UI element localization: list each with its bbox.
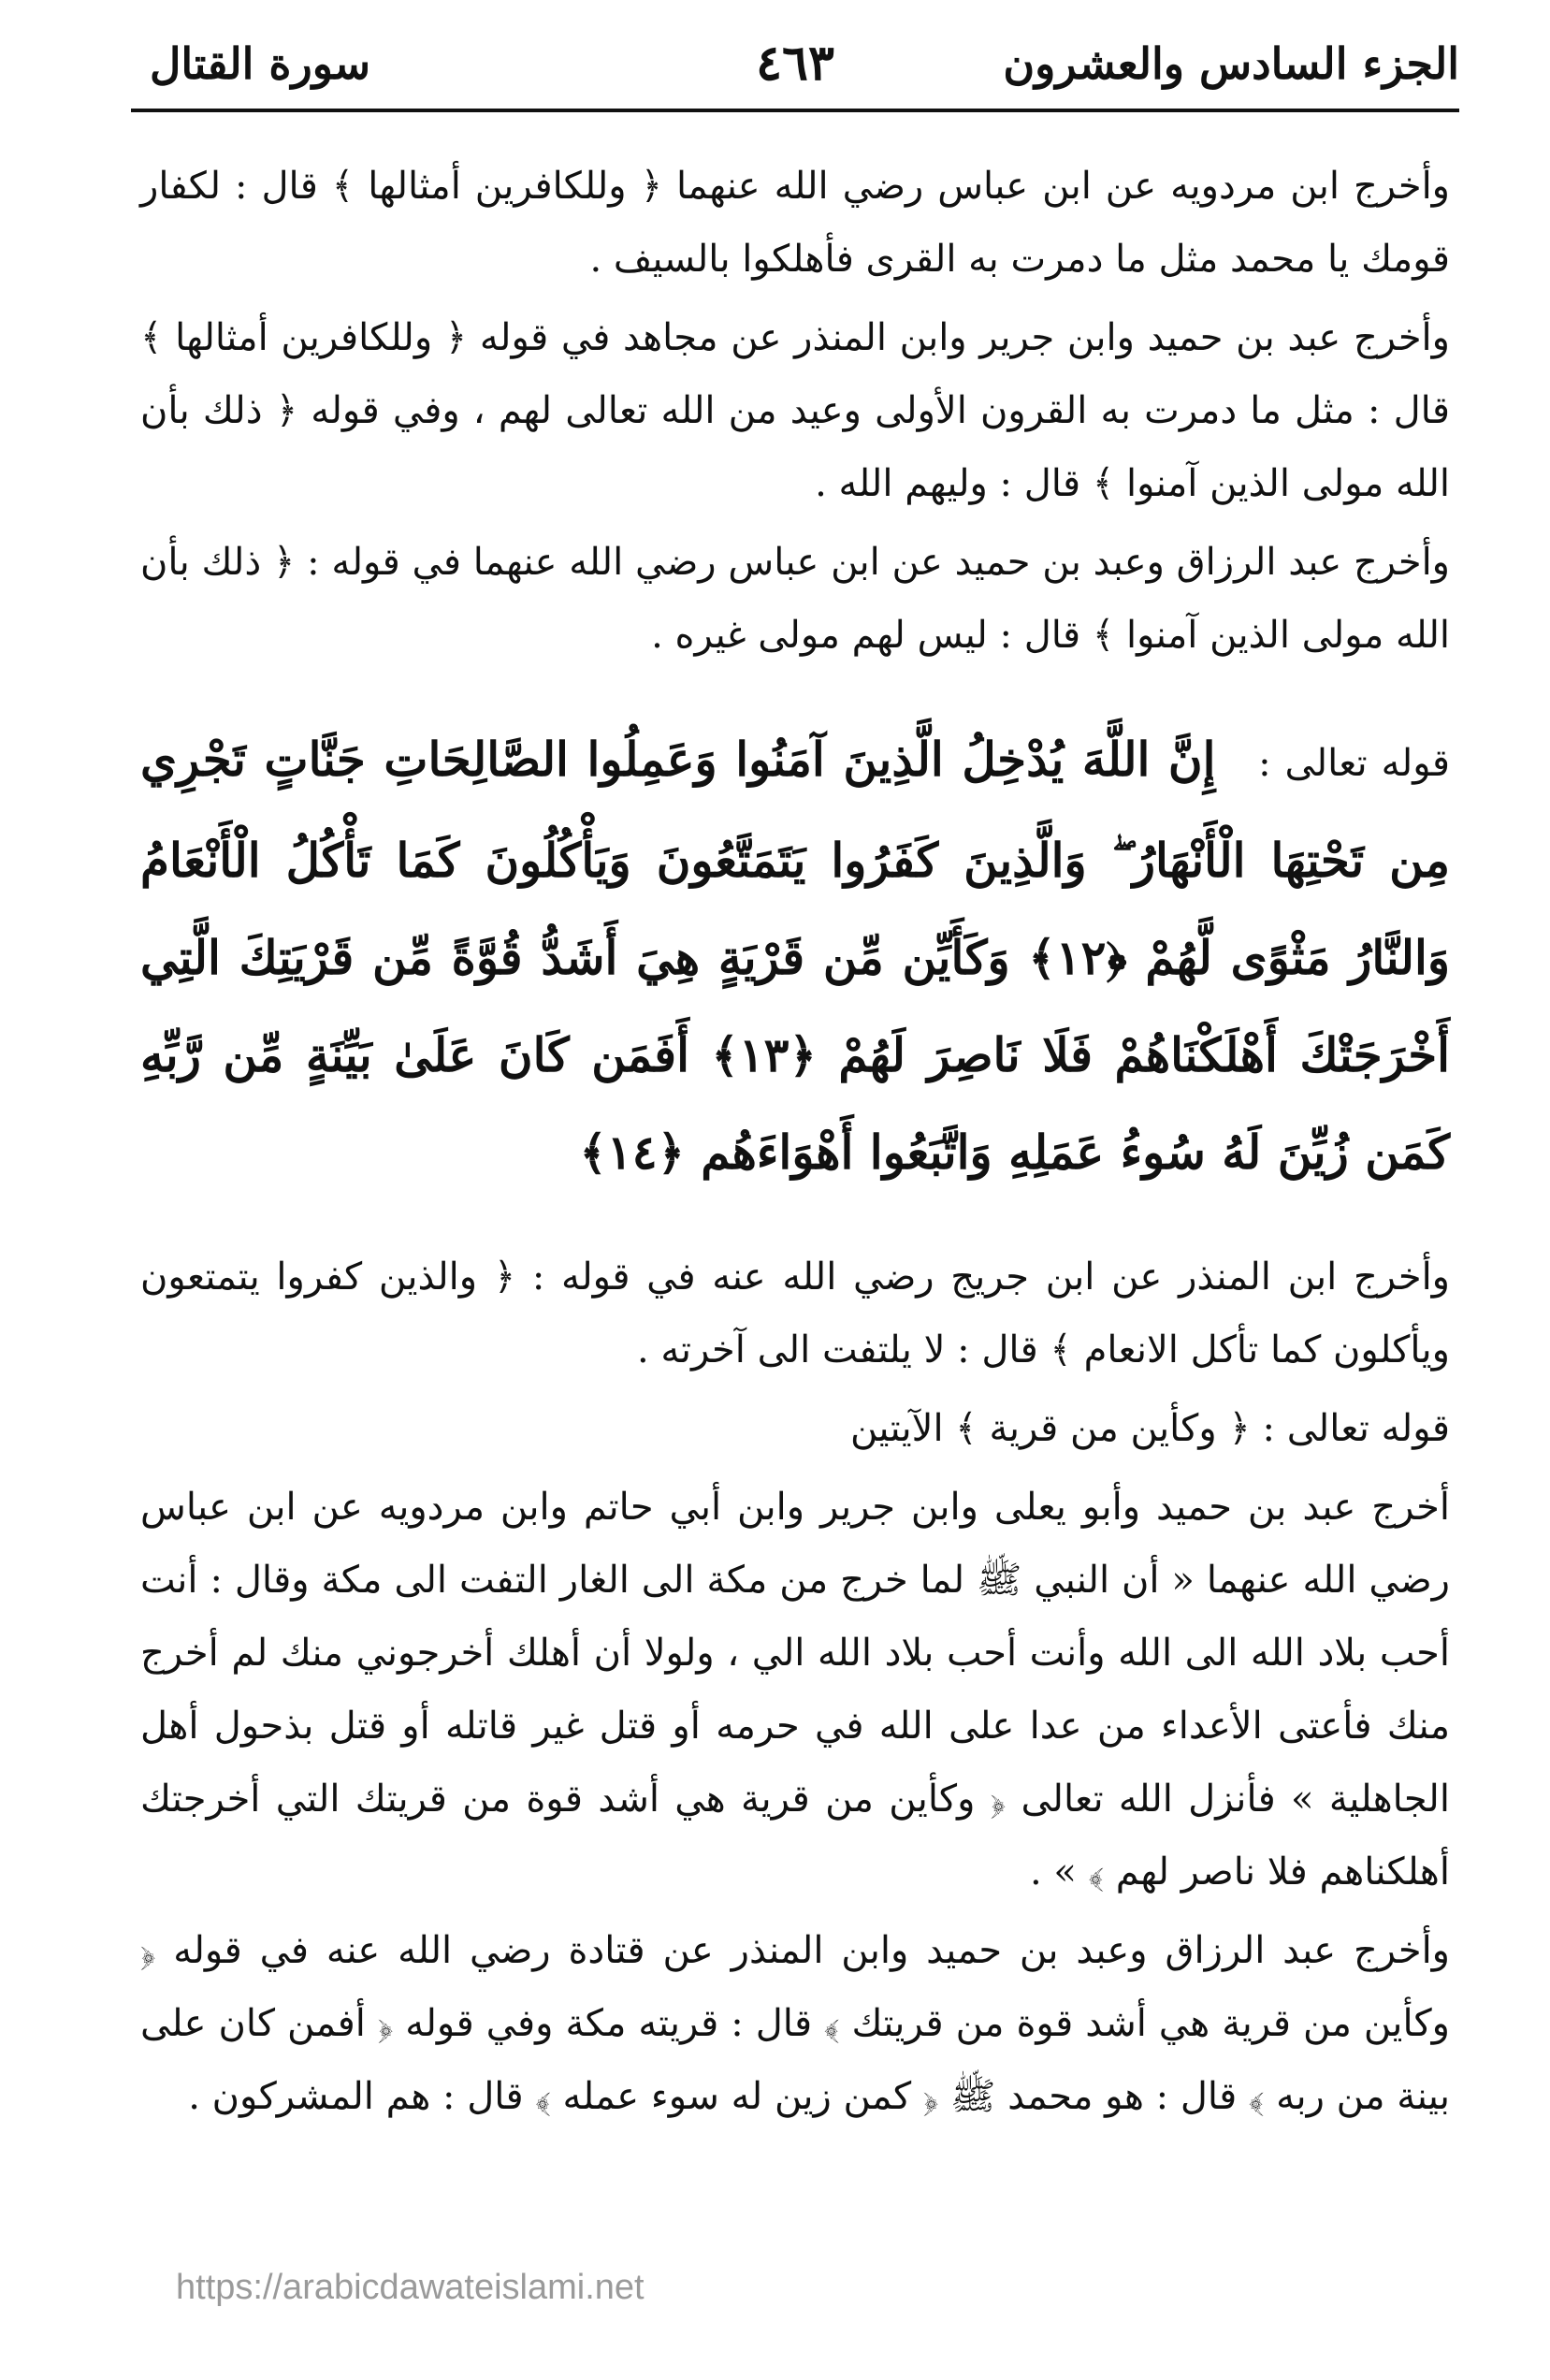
surah-title: سورة القتال bbox=[150, 38, 371, 89]
juz-title: الجزء السادس والعشرون bbox=[1003, 38, 1459, 89]
paragraph-qatadah: وأخرج عبد الرزاق وعبد بن حميد وابن المنذر عن قتادة رضي الله عنه في قوله ﴿ وكأين من قرية هي أشد قوة من قريتك ﴾ قال : قريته مكة وفي قوله ﴿ أفمن كان على بينة من ربه ﴾ قال : هو محمد ﷺ ﴿ كمن زين له سوء عمله ﴾ قال : هم المشركون . bbox=[140, 1929, 1450, 2118]
running-header bbox=[131, 26, 1459, 101]
watermark-url: https://arabicdawateislami.net bbox=[176, 2268, 645, 2307]
verse-intro: قوله تعالى : bbox=[1258, 742, 1451, 785]
quran-verse-text: إِنَّ اللَّهَ يُدْخِلُ الَّذِينَ آمَنُوا وَعَمِلُوا الصَّالِحَاتِ جَنَّاتٍ تَجْرِي مِن تَحْتِهَا الْأَنْهَارُ ۖ وَالَّذِينَ كَفَرُوا يَتَمَتَّعُونَ وَيَأْكُلُونَ كَمَا تَأْكُلُ الْأَنْعَامُ وَالنَّارُ مَثْوًى لَّهُمْ ﴿١٢﴾ وَكَأَيِّن مِّن قَرْيَةٍ هِيَ أَشَدُّ قُوَّةً مِّن قَرْيَتِكَ الَّتِي أَخْرَجَتْكَ أَهْلَكْنَاهُمْ فَلَا نَاصِرَ لَهُمْ ﴿١٣﴾ أَفَمَن كَانَ عَلَىٰ بَيِّنَةٍ مِّن رَّبِّهِ كَمَن زُيِّنَ لَهُ سُوءُ عَمَلِهِ وَاتَّبَعُوا أَهْوَاءَهُم ﴿١٤﴾ bbox=[140, 732, 1450, 1180]
paragraph-abd-al-razzaq: وأخرج عبد الرزاق وعبد بن حميد عن ابن عباس رضي الله عنهما في قوله : ﴿ ذلك بأن الله مولى الذين آمنوا ﴾ قال : ليس لهم مولى غيره . bbox=[140, 541, 1450, 657]
quran-verse-block bbox=[140, 711, 1450, 1201]
paragraph-ibn-mardawayh: وأخرج ابن مردويه عن ابن عباس رضي الله عنهما ﴿ وللكافرين أمثالها ﴾ قال : لكفار قومك يا محمد مثل ما دمرت به القرى فأهلكوا بالسيف . bbox=[140, 165, 1450, 281]
paragraph-hadith-makkah: أخرج عبد بن حميد وأبو يعلى وابن جرير وابن أبي حاتم وابن مردويه عن ابن عباس رضي الله عنهما « أن النبي ﷺ لما خرج من مكة الى الغار التفت الى مكة وقال : أنت أحب بلاد الله الى الله وأنت أحب بلاد الله الي ، ولولا أن أهلك أخرجوني منك لم أخرج منك فأعتى الأعداء من عدا على الله في حرمه أو قتل غير قاتله أو قتل بذحول أهل الجاهلية » فأنزل الله تعالى ﴿ وكأين من قرية هي أشد قوة من قريتك التي أخرجتك أهلكناهم فلا ناصر لهم ﴾ » . bbox=[140, 1486, 1451, 1894]
paragraph-verse-heading: قوله تعالى : ﴿ وكأين من قرية ﴾ الآيتين bbox=[849, 1407, 1450, 1450]
page-content bbox=[140, 150, 1450, 2139]
page-number: ٤٦٣ bbox=[756, 35, 834, 92]
paragraph-ibn-jurayj: وأخرج ابن المنذر عن ابن جريج رضي الله عنه في قوله : ﴿ والذين كفروا يتمتعون ويأكلون كما تأكل الانعام ﴾ قال : لا يلتفت الى آخرته . bbox=[140, 1255, 1450, 1371]
header-divider bbox=[131, 109, 1459, 112]
paragraph-mujahid: وأخرج عبد بن حميد وابن جرير وابن المنذر عن مجاهد في قوله ﴿ وللكافرين أمثالها ﴾ قال : مثل ما دمرت به القرون الأولى وعيد من الله تعالى لهم ، وفي قوله ﴿ ذلك بأن الله مولى الذين آمنوا ﴾ قال : وليهم الله . bbox=[140, 316, 1450, 505]
